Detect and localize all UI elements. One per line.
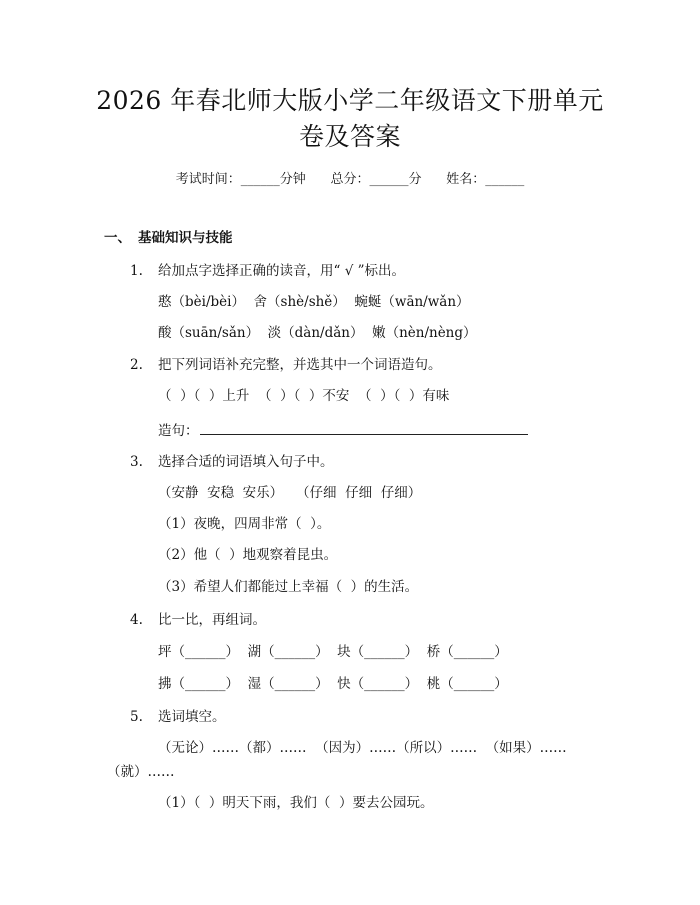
document-title-line1: 2026 年春北师大版小学二年级语文下册单元 bbox=[96, 86, 604, 115]
compare-words-row: 坪（______） 湖（______） 块（______） 桥（______） bbox=[158, 644, 508, 660]
question-prompt: 比一比，再组词。 bbox=[158, 612, 266, 628]
question-number: 3. bbox=[130, 454, 143, 470]
question-prompt: 选择合适的词语填入句子中。 bbox=[158, 454, 334, 470]
pinyin-row: 憨（bèi/bèi） 舍（shè/shě） 蜿蜒（wān/wǎn） bbox=[158, 294, 470, 310]
sentence-label: 造句： bbox=[158, 423, 199, 439]
sentence-answer-line[interactable] bbox=[200, 434, 528, 435]
section-title: 基础知识与技能 bbox=[138, 230, 233, 246]
conjunction-options-cont: （就）…… bbox=[107, 764, 175, 780]
question-prompt: 选词填空。 bbox=[158, 709, 226, 725]
pinyin-row: 酸（suān/sǎn） 淡（dàn/dǎn） 嫩（nèn/nèng） bbox=[158, 325, 477, 341]
word-options: （安静 安稳 安乐） （仔细 仔细 仔细） bbox=[158, 485, 422, 501]
question-number: 2. bbox=[130, 357, 143, 373]
conjunction-options: （无论）……（都）…… （因为）……（所以）…… （如果）…… bbox=[158, 740, 567, 756]
document-title-line2: 卷及答案 bbox=[298, 122, 401, 151]
question-number: 5. bbox=[130, 709, 143, 725]
exam-info-line: 考试时间：______分钟 总分：______分 姓名：______ bbox=[175, 172, 525, 187]
question-prompt: 把下列词语补充完整，并选其中一个词语造句。 bbox=[158, 357, 442, 373]
fill-sentence: （1）（ ）明天下雨，我们（ ）要去公园玩。 bbox=[158, 795, 434, 811]
question-number: 4. bbox=[130, 612, 143, 628]
idiom-fill-row: （ ）（ ）上升 （ ）（ ）不安 （ ）（ ）有味 bbox=[158, 388, 450, 404]
question-number: 1. bbox=[130, 263, 143, 279]
question-prompt: 给加点字选择正确的读音，用“ √ ”标出。 bbox=[158, 263, 405, 279]
fill-sentence: （2）他（ ）地观察着昆虫。 bbox=[158, 547, 338, 563]
section-number: 一、 bbox=[104, 230, 131, 246]
fill-sentence: （1）夜晚，四周非常（ ）。 bbox=[158, 516, 331, 532]
fill-sentence: （3）希望人们都能过上幸福（ ）的生活。 bbox=[158, 579, 419, 595]
compare-words-row: 拂（______） 湿（______） 快（______） 桃（______） bbox=[158, 676, 508, 692]
